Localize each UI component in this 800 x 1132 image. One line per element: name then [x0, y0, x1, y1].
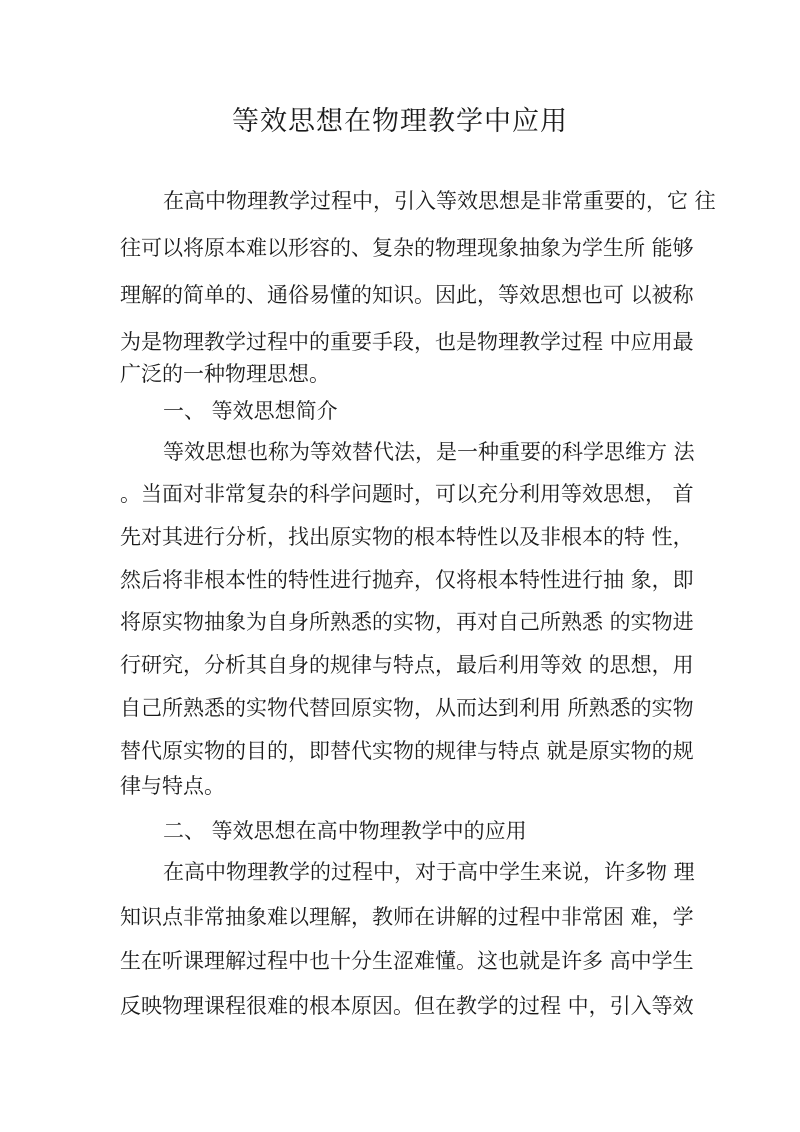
paragraph-line: 往可以将原本难以形容的、复杂的物理现象抽象为学生所 能够 — [120, 236, 694, 260]
paragraph-line: 广泛的一种物理思想。 — [120, 362, 330, 386]
paragraph-line: 在高中物理教学过程中，引入等效思想是非常重要的，它 往 — [163, 189, 716, 213]
paragraph-line: 生在听课理解过程中也十分生涩难懂。这也就是许多 高中学生 — [120, 949, 694, 973]
paragraph-line: 知识点非常抽象难以理解，教师在讲解的过程中非常困 难，学 — [120, 905, 694, 929]
paragraph-line: 先对其进行分析，找出原实物的根本特性以及非根本的特 性， — [120, 525, 694, 549]
paragraph-line: 。当面对非常复杂的科学问题时，可以充分利用等效思想， 首 — [120, 482, 694, 506]
paragraph-line: 自己所熟悉的实物代替回原实物，从而达到利用 所熟悉的实物 — [120, 696, 694, 720]
paragraph-line: 律与特点。 — [120, 774, 225, 798]
section-heading: 一、 等效思想简介 — [163, 399, 338, 423]
paragraph-line: 然后将非根本性的特性进行抛弃，仅将根本特性进行抽 象，即 — [120, 568, 694, 592]
paragraph-line: 行研究，分析其自身的规律与特点，最后利用等效 的思想，用 — [120, 653, 694, 677]
paragraph-line: 反映物理课程很难的根本原因。但在教学的过程 中，引入等效 — [120, 994, 694, 1018]
paragraph-line: 为是物理教学过程中的重要手段，也是物理教学过程 中应用最 — [120, 330, 694, 354]
section-heading: 二、 等效思想在高中物理教学中的应用 — [163, 819, 527, 843]
paragraph-line: 在高中物理教学的过程中，对于高中学生来说，许多物 理 — [163, 860, 695, 884]
paragraph-line: 将原实物抽象为自身所熟悉的实物，再对自己所熟悉 的实物进 — [120, 610, 694, 634]
paragraph-line: 替代原实物的目的，即替代实物的规律与特点 就是原实物的规 — [120, 739, 694, 763]
paragraph-line: 等效思想也称为等效替代法，是一种重要的科学思维方 法 — [163, 440, 695, 464]
paragraph-line: 理解的简单的、通俗易懂的知识。因此，等效思想也可 以被称 — [120, 283, 694, 307]
document-title: 等效思想在物理教学中应用 — [232, 106, 568, 137]
